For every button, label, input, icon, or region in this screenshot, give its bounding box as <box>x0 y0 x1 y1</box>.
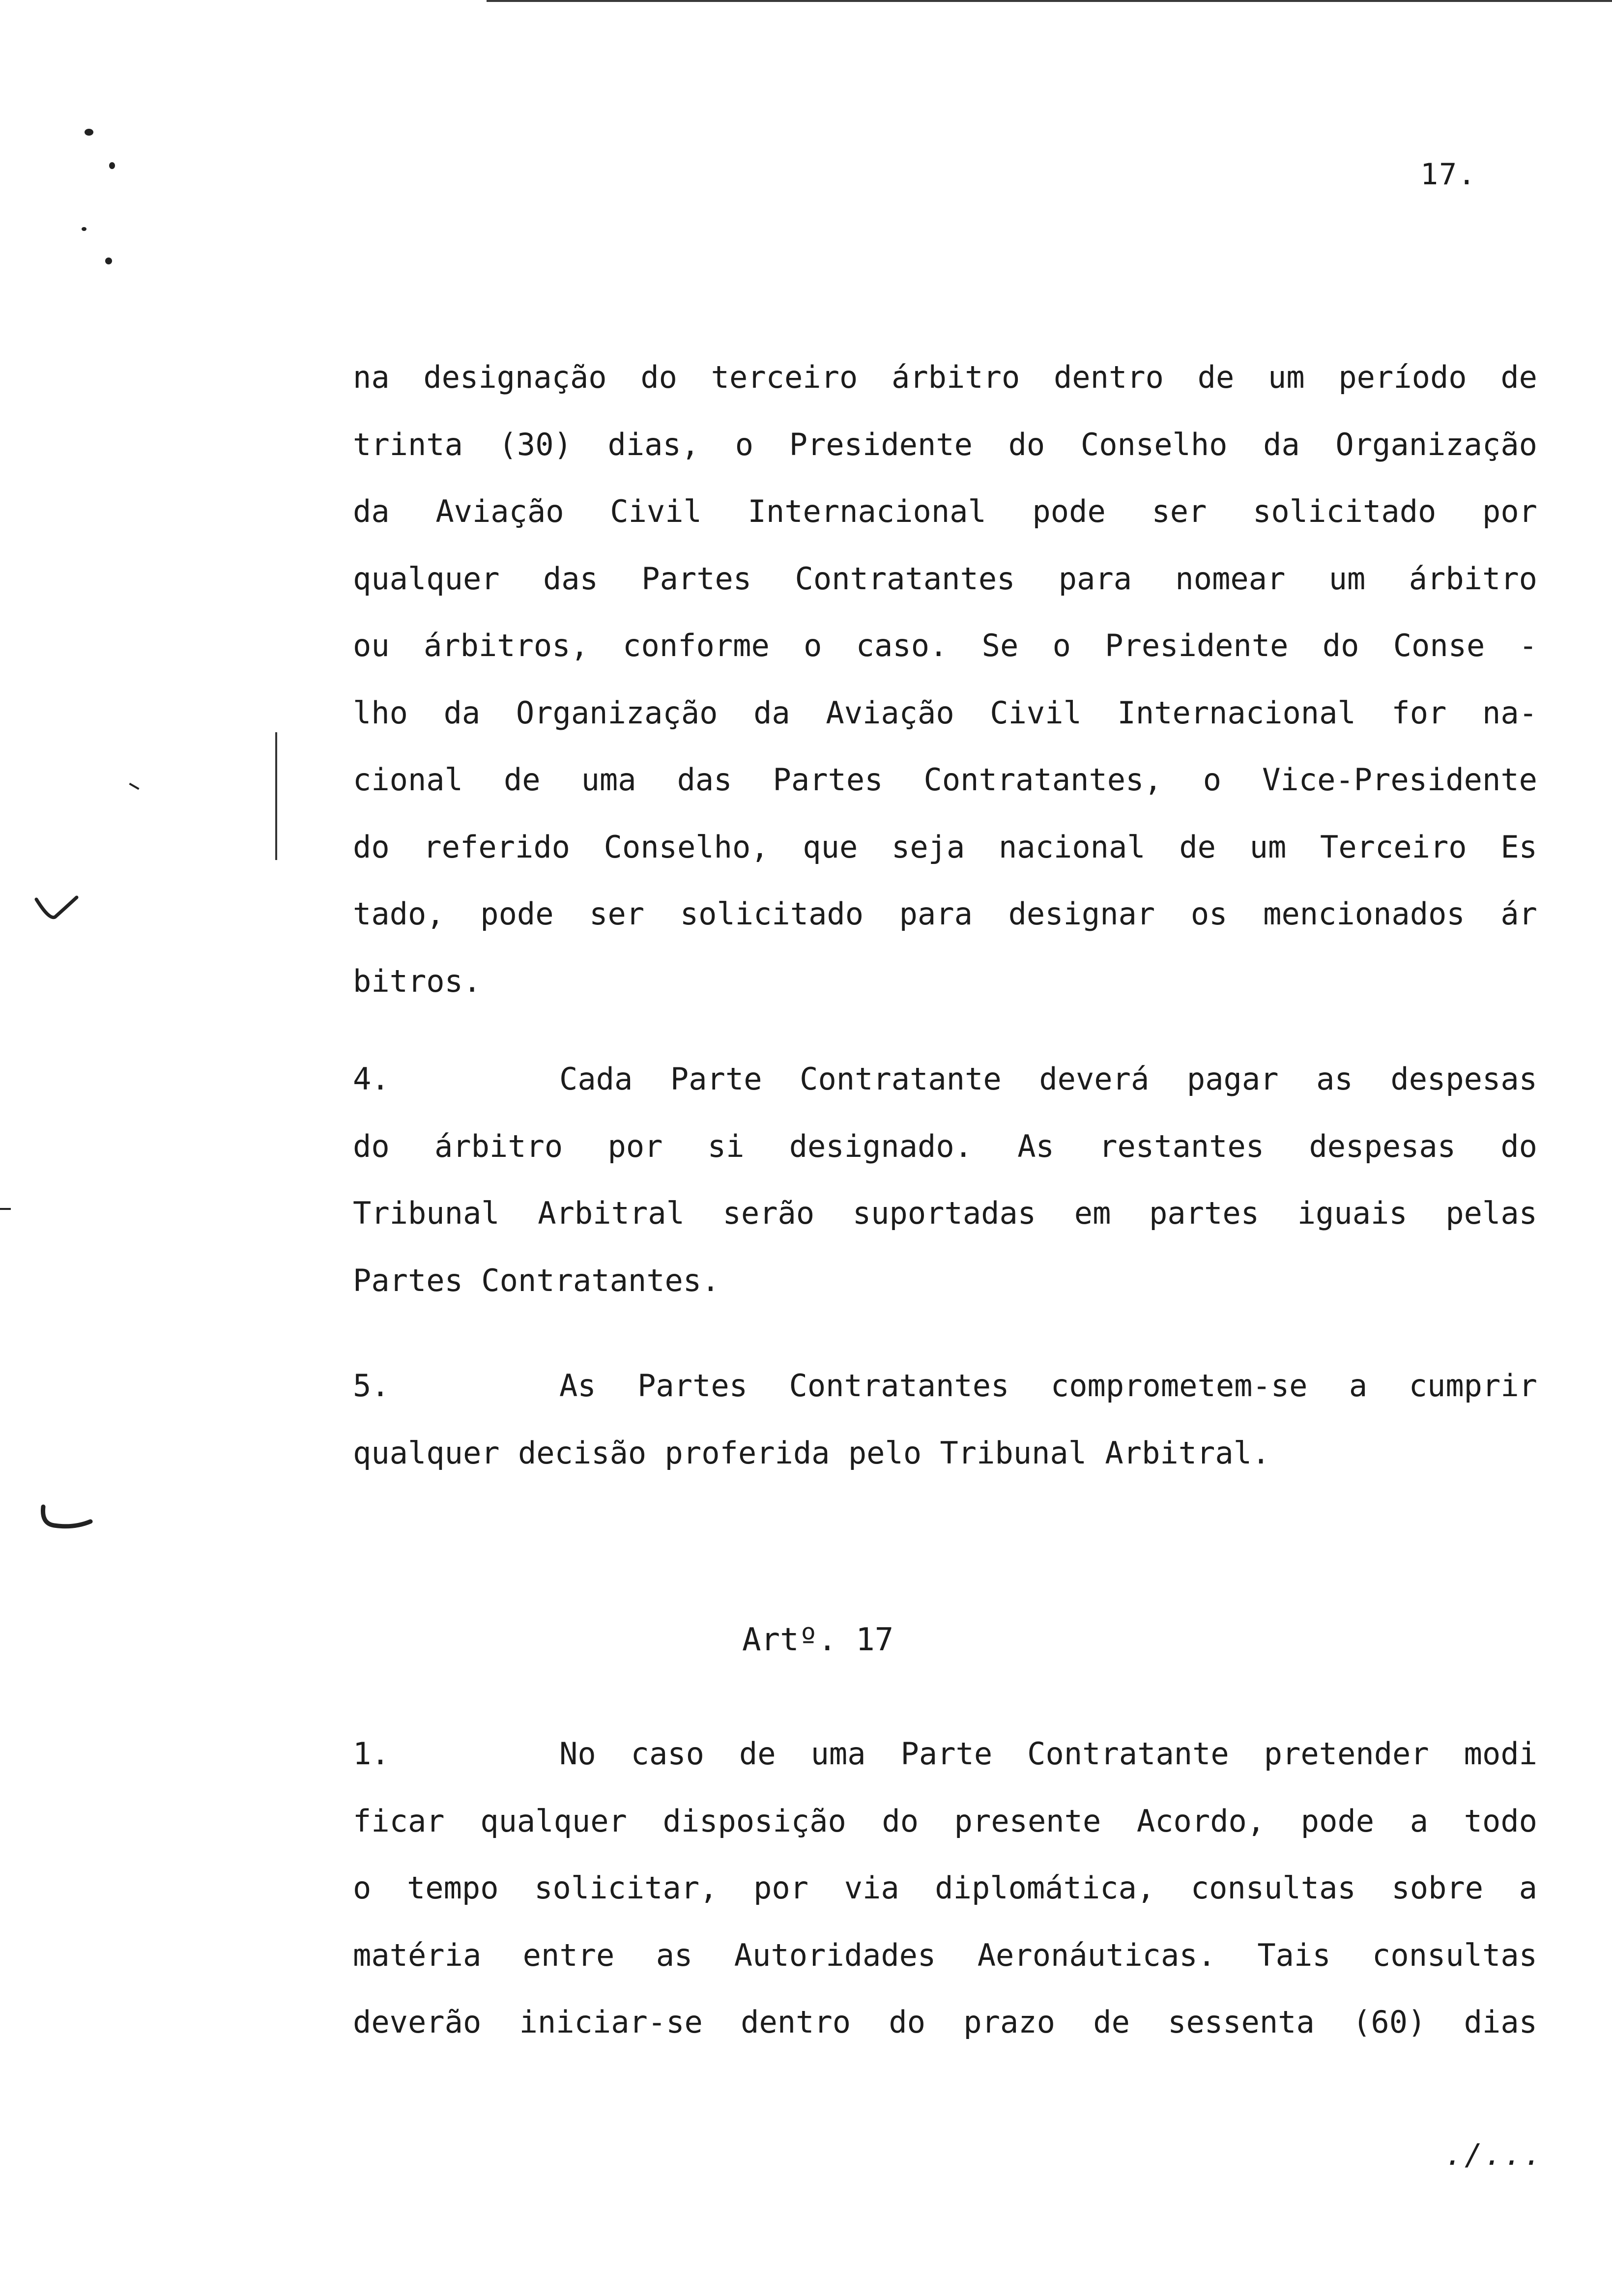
paragraph-number: 5. <box>353 1368 390 1404</box>
text-line: na designação do terceiro árbitro dentro de um período de <box>353 359 1537 395</box>
text-line: tado, pode ser solicitado para designar os mencionados ár <box>353 896 1537 932</box>
text-line: da Aviação Civil Internacional pode ser solicitado por <box>353 493 1537 529</box>
paragraph-first-line: Cada Parte Contratante deverá pagar as despesas <box>559 1061 1537 1097</box>
text-line <box>353 1046 1537 1113</box>
text-line: Partes Contratantes. <box>353 1262 720 1298</box>
paragraph-number: 4. <box>353 1061 390 1097</box>
paragraph-first-line: As Partes Contratantes comprometem-se a cumprir <box>559 1368 1537 1404</box>
text-line: Tribunal Arbitral serão suportadas em partes iguais pelas <box>353 1195 1537 1231</box>
scan-dash <box>0 1208 11 1210</box>
scan-speck <box>109 162 115 169</box>
scan-dash <box>129 783 139 790</box>
text-line: matéria entre as Autoridades Aeronáuticas. Tais consultas <box>353 1937 1537 1973</box>
curve-mark-artifact <box>39 1504 93 1538</box>
text-line: ficar qualquer disposição do presente Acordo, pode a todo <box>353 1803 1537 1839</box>
text-line: deverão iniciar-se dentro do prazo de sessenta (60) dias <box>353 2004 1537 2040</box>
top-scan-rule <box>487 0 1612 2</box>
article-17-paragraph-1 <box>353 1721 1537 2056</box>
continuation-paragraph <box>353 344 1537 1015</box>
text-line: do referido Conselho, que seja nacional de um Terceiro Es <box>353 829 1537 865</box>
page-number: 17. <box>1420 157 1477 192</box>
paragraph-5 <box>353 1352 1537 1487</box>
paragraph-first-line: No caso de uma Parte Contratante pretender modi <box>559 1736 1537 1772</box>
check-mark-artifact <box>34 894 79 924</box>
paragraph-number: 1. <box>353 1736 390 1772</box>
margin-bar <box>275 732 277 860</box>
scan-speck <box>82 227 86 231</box>
text-line: trinta (30) dias, o Presidente do Conselho da Organização <box>353 426 1537 462</box>
paragraph-4 <box>353 1046 1537 1314</box>
text-line: lho da Organização da Aviação Civil Internacional for na- <box>353 694 1537 731</box>
text-line: do árbitro por si designado. As restantes despesas do <box>353 1128 1537 1164</box>
scan-speck <box>85 129 93 136</box>
text-line: ou árbitros, conforme o caso. Se o Presidente do Conse - <box>353 628 1537 663</box>
text-line: o tempo solicitar, por via diplomática, consultas sobre a <box>353 1870 1537 1906</box>
article-heading: Artº. 17 <box>742 1622 894 1658</box>
text-line <box>353 1721 1537 1788</box>
text-line <box>353 1352 1537 1420</box>
text-line: bitros. <box>353 963 482 999</box>
text-line: cional de uma das Partes Contratantes, o Vice-Presidente <box>353 762 1537 798</box>
text-line: qualquer das Partes Contratantes para nomear um árbitro <box>353 560 1537 597</box>
scan-speck <box>105 258 112 264</box>
text-line: qualquer decisão proferida pelo Tribunal Arbitral. <box>353 1435 1270 1471</box>
continuation-mark: ./... <box>1445 2138 1544 2172</box>
